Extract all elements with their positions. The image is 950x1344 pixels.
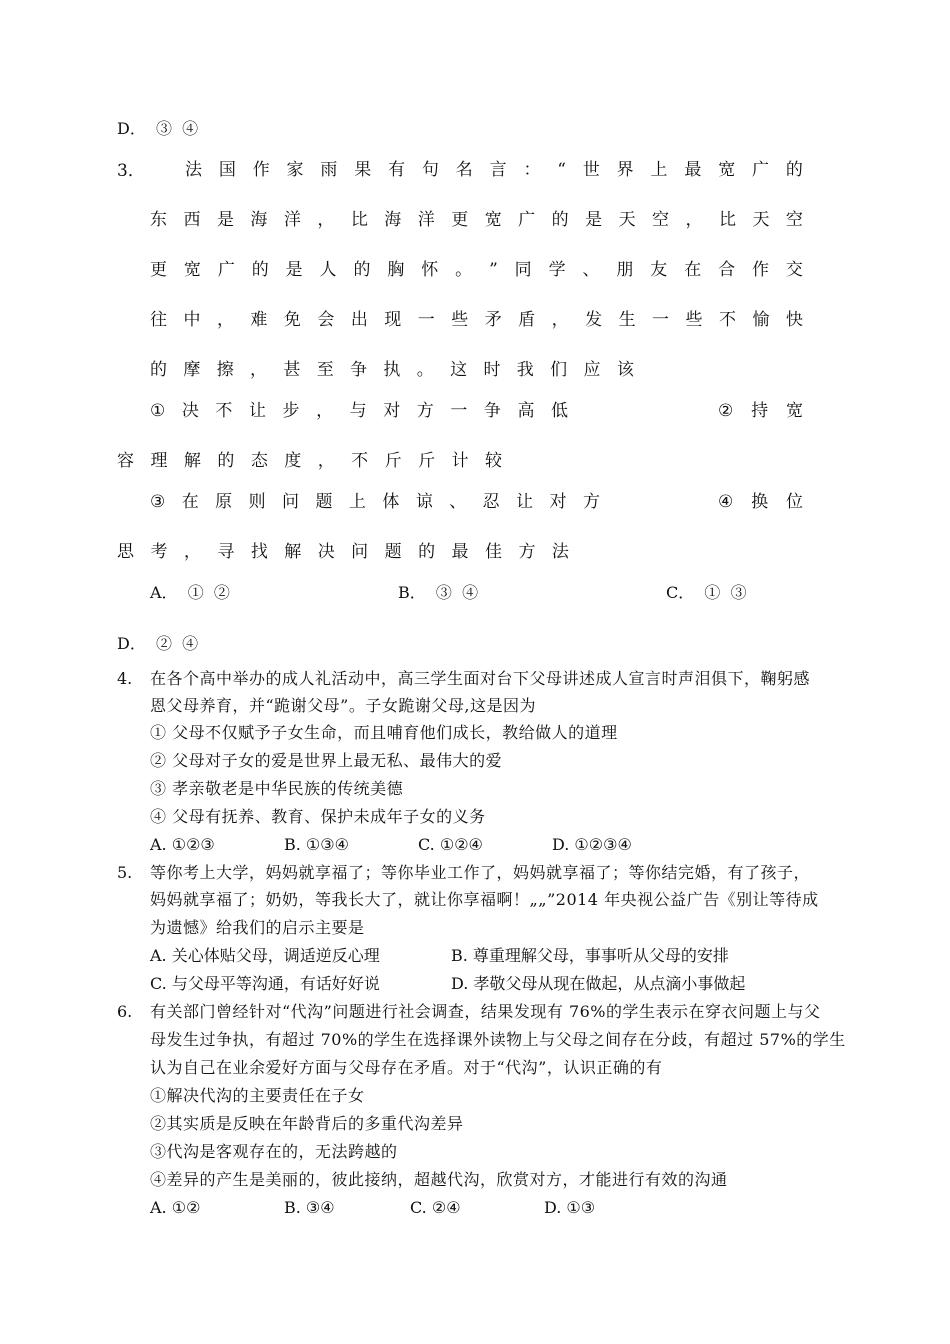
q3-item-3: ③ 在 原 则 问 题 上 体 谅 、 忍 让 对 方 <box>150 492 600 512</box>
q5-option-a: A. 关心体贴父母，调适逆反心理 <box>150 946 380 965</box>
q3-stem-line-4: 往 中 ， 难 免 会 出 现 一 些 矛 盾 ， 发 生 一 些 不 愉 快 <box>150 310 803 330</box>
q4-item-4: ④ 父母有抚养、教育、保护未成年子女的义务 <box>150 807 486 826</box>
q3-stem-line-3: 更 宽 广 的 是 人 的 胸 怀 。 ” 同 学 、 朋 友 在 合 作 交 <box>150 260 803 280</box>
q6-stem-line-3: 认为自己在业余爱好方面与父母存在矛盾。对于“代沟”，认识正确的有 <box>150 1058 663 1077</box>
q5-stem-line-1: 等你考上大学，妈妈就享福了；等你毕业工作了，妈妈就享福了；等你结完婚，有了孩子， <box>150 863 811 882</box>
q6-option-b: B. ③④ <box>284 1198 335 1217</box>
q3-item-4-head: ④ 换 位 <box>718 492 803 512</box>
q4-item-2: ② 父母对子女的爱是世界上最无私、最伟大的爱 <box>150 751 503 770</box>
q3-item-1: ① 决 不 让 步 ， 与 对 方 一 争 高 低 <box>150 401 568 421</box>
q5-option-c: C. 与父母平等沟通，有话好好说 <box>150 974 380 993</box>
q3-stem-line-5: 的 摩 擦 ， 甚 至 争 执 。 这 时 我 们 应 该 <box>150 360 634 380</box>
q5-stem-line-2: 妈妈就享福了；奶奶，等我长大了，就让你享福啊！„„”2014 年央视公益广告《别让等待成 <box>150 890 819 909</box>
q4-option-d: D. ①②③④ <box>552 835 632 854</box>
q5-option-d: D. 孝敬父母从现在做起，从点滴小事做起 <box>451 974 746 993</box>
q6-item-1: ①解决代沟的主要责任在子女 <box>150 1086 365 1105</box>
q3-stem-line-2: 东 西 是 海 洋 ， 比 海 洋 更 宽 广 的 是 天 空 ， 比 天 空 <box>150 210 803 230</box>
q6-option-a: A. ①② <box>150 1198 201 1217</box>
q3-item-4-tail: 思 考 ， 寻 找 解 决 问 题 的 最 佳 方 法 <box>117 542 569 562</box>
q4-stem-line-2: 恩父母养育，并“跪谢父母”。子女跪谢父母,这是因为 <box>150 696 536 715</box>
q5-option-b: B. 尊重理解父母，事事听从父母的安排 <box>451 946 729 965</box>
q6-item-2: ②其实质是反映在年龄背后的多重代沟差异 <box>150 1114 464 1133</box>
q3-item-2-head: ② 持 宽 <box>718 401 803 421</box>
q3-option-c: C． ① ③ <box>666 583 747 602</box>
q3-number: 3． <box>117 161 145 181</box>
q3-stem-line-1: 法 国 作 家 雨 果 有 句 名 言 ： “ 世 界 上 最 宽 广 的 <box>185 160 803 180</box>
q6-option-c: C. ②④ <box>410 1198 461 1217</box>
q3-option-a: A． ① ② <box>150 583 230 602</box>
q3-option-d: D． ② ④ <box>117 634 199 653</box>
q6-item-4: ④差异的产生是美丽的，彼此接纳，超越代沟，欣赏对方，才能进行有效的沟通 <box>150 1170 728 1189</box>
q4-number: 4. <box>117 669 133 688</box>
q6-stem-line-2: 母发生过争执，有超过 70%的学生在选择课外读物上与父母之间存在分歧，有超过 57%的学生 <box>150 1030 846 1049</box>
q5-number: 5. <box>117 863 133 882</box>
q6-number: 6. <box>117 1002 133 1021</box>
q5-stem-line-3: 为遗憾》给我们的启示主要是 <box>150 918 365 937</box>
q2-option-d: D． ③ ④ <box>117 119 199 138</box>
q4-stem-line-1: 在各个高中举办的成人礼活动中，高三学生面对台下父母讲述成人宣言时声泪俱下，鞠躬感 <box>150 669 811 688</box>
q6-item-3: ③代沟是客观存在的，无法跨越的 <box>150 1142 398 1161</box>
q6-option-d: D. ①③ <box>544 1198 596 1217</box>
q3-item-2-tail: 容 理 解 的 态 度 ， 不 斤 斤 计 较 <box>117 451 502 471</box>
q4-option-b: B. ①③④ <box>284 835 349 854</box>
q6-stem-line-1: 有关部门曾经针对“代沟”问题进行社会调查，结果发现有 76%的学生表示在穿衣问题上与父 <box>150 1002 821 1021</box>
q4-item-3: ③ 孝亲敬老是中华民族的传统美德 <box>150 779 404 798</box>
q4-item-1: ① 父母不仅赋予子女生命，而且哺育他们成长，教给做人的道理 <box>150 723 618 742</box>
q4-option-a: A. ①②③ <box>150 835 215 854</box>
q3-option-b: B． ③ ④ <box>398 583 479 602</box>
q4-option-c: C. ①②④ <box>418 835 483 854</box>
